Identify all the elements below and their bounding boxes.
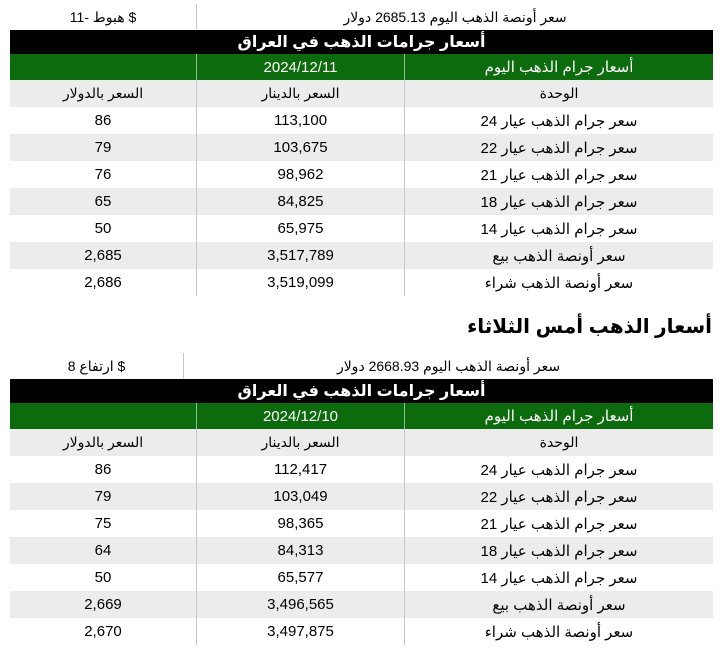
spot-row [10,353,713,379]
iqd-cell: 112,417 [196,456,404,483]
spot-price-text: سعر أونصة الذهب اليوم 2668.93 دولار [183,353,713,379]
usd-cell: 65 [94,193,112,210]
iqd-cell: 98,962 [196,161,404,188]
usd-cell: 79 [94,488,112,505]
column-header-row [10,80,713,107]
unit-cell: سعر جرام الذهب عيار 21 [404,161,713,188]
column-header-unit: الوحدة [404,429,713,456]
unit-cell: سعر أونصة الذهب بيع [404,242,713,269]
table-title: أسعار جرامات الذهب في العراق [10,30,713,54]
usd-cell: 2,686 [84,274,122,291]
table-row [10,188,713,215]
unit-cell: سعر أونصة الذهب شراء [404,618,713,645]
unit-cell: سعر أونصة الذهب شراء [404,269,713,296]
unit-cell: سعر جرام الذهب عيار 24 [404,456,713,483]
iqd-cell: 84,313 [196,537,404,564]
table-row [10,618,713,645]
table-row [10,456,713,483]
yesterday-heading: أسعار الذهب أمس الثلاثاء [467,316,712,338]
usd-cell: 50 [94,569,112,586]
table-date: 2024/12/10 [196,403,404,429]
unit-cell: سعر أونصة الذهب بيع [404,591,713,618]
change-text: هبوط -11 $ [69,8,137,25]
iqd-cell: 103,049 [196,483,404,510]
table-row [10,537,713,564]
empty-cell [10,403,196,429]
date-row [10,403,713,429]
table-title: أسعار جرامات الذهب في العراق [10,379,713,403]
usd-cell: 75 [94,515,112,532]
table-row [10,591,713,618]
iqd-cell: 84,825 [196,188,404,215]
date-row [10,54,713,80]
usd-cell: 86 [94,112,112,129]
table-date: 2024/12/11 [196,54,404,80]
usd-cell: 2,685 [84,247,122,264]
usd-cell: 76 [94,166,112,183]
table-row [10,564,713,591]
column-header-iqd: السعر بالدينار [196,80,404,107]
iqd-cell: 3,497,875 [196,618,404,645]
unit-cell: سعر جرام الذهب عيار 18 [404,537,713,564]
column-header-usd: السعر بالدولار [62,85,144,101]
change-text: ارتفاع 8 $ [67,357,126,374]
spot-price-text: سعر أونصة الذهب اليوم 2685.13 دولار [196,4,713,30]
unit-cell: سعر جرام الذهب عيار 21 [404,510,713,537]
iqd-cell: 3,496,565 [196,591,404,618]
table-row [10,134,713,161]
unit-cell: سعر جرام الذهب عيار 24 [404,107,713,134]
usd-cell: 86 [94,461,112,478]
column-header-row [10,429,713,456]
table-row [10,510,713,537]
table-row [10,269,713,296]
usd-cell: 64 [94,542,112,559]
iqd-cell: 103,675 [196,134,404,161]
table-row [10,161,713,188]
usd-cell: 79 [94,139,112,156]
iqd-cell: 65,975 [196,215,404,242]
column-header-usd: السعر بالدولار [62,434,144,450]
column-header-iqd: السعر بالدينار [196,429,404,456]
usd-cell: 2,670 [84,623,122,640]
unit-cell: سعر جرام الذهب عيار 14 [404,564,713,591]
column-header-unit: الوحدة [404,80,713,107]
today-price-table [10,4,713,296]
iqd-cell: 3,519,099 [196,269,404,296]
unit-cell: سعر جرام الذهب عيار 14 [404,215,713,242]
table-row [10,215,713,242]
table-row [10,242,713,269]
table-label: أسعار جرام الذهب اليوم [404,54,713,80]
iqd-cell: 3,517,789 [196,242,404,269]
unit-cell: سعر جرام الذهب عيار 22 [404,134,713,161]
unit-cell: سعر جرام الذهب عيار 18 [404,188,713,215]
spot-row [10,4,713,30]
yesterday-price-table [10,353,713,645]
iqd-cell: 98,365 [196,510,404,537]
iqd-cell: 113,100 [196,107,404,134]
usd-cell: 2,669 [84,596,122,613]
empty-cell [10,54,196,80]
table-label: أسعار جرام الذهب اليوم [404,403,713,429]
iqd-cell: 65,577 [196,564,404,591]
unit-cell: سعر جرام الذهب عيار 22 [404,483,713,510]
table-row [10,107,713,134]
table-row [10,483,713,510]
usd-cell: 50 [94,220,112,237]
